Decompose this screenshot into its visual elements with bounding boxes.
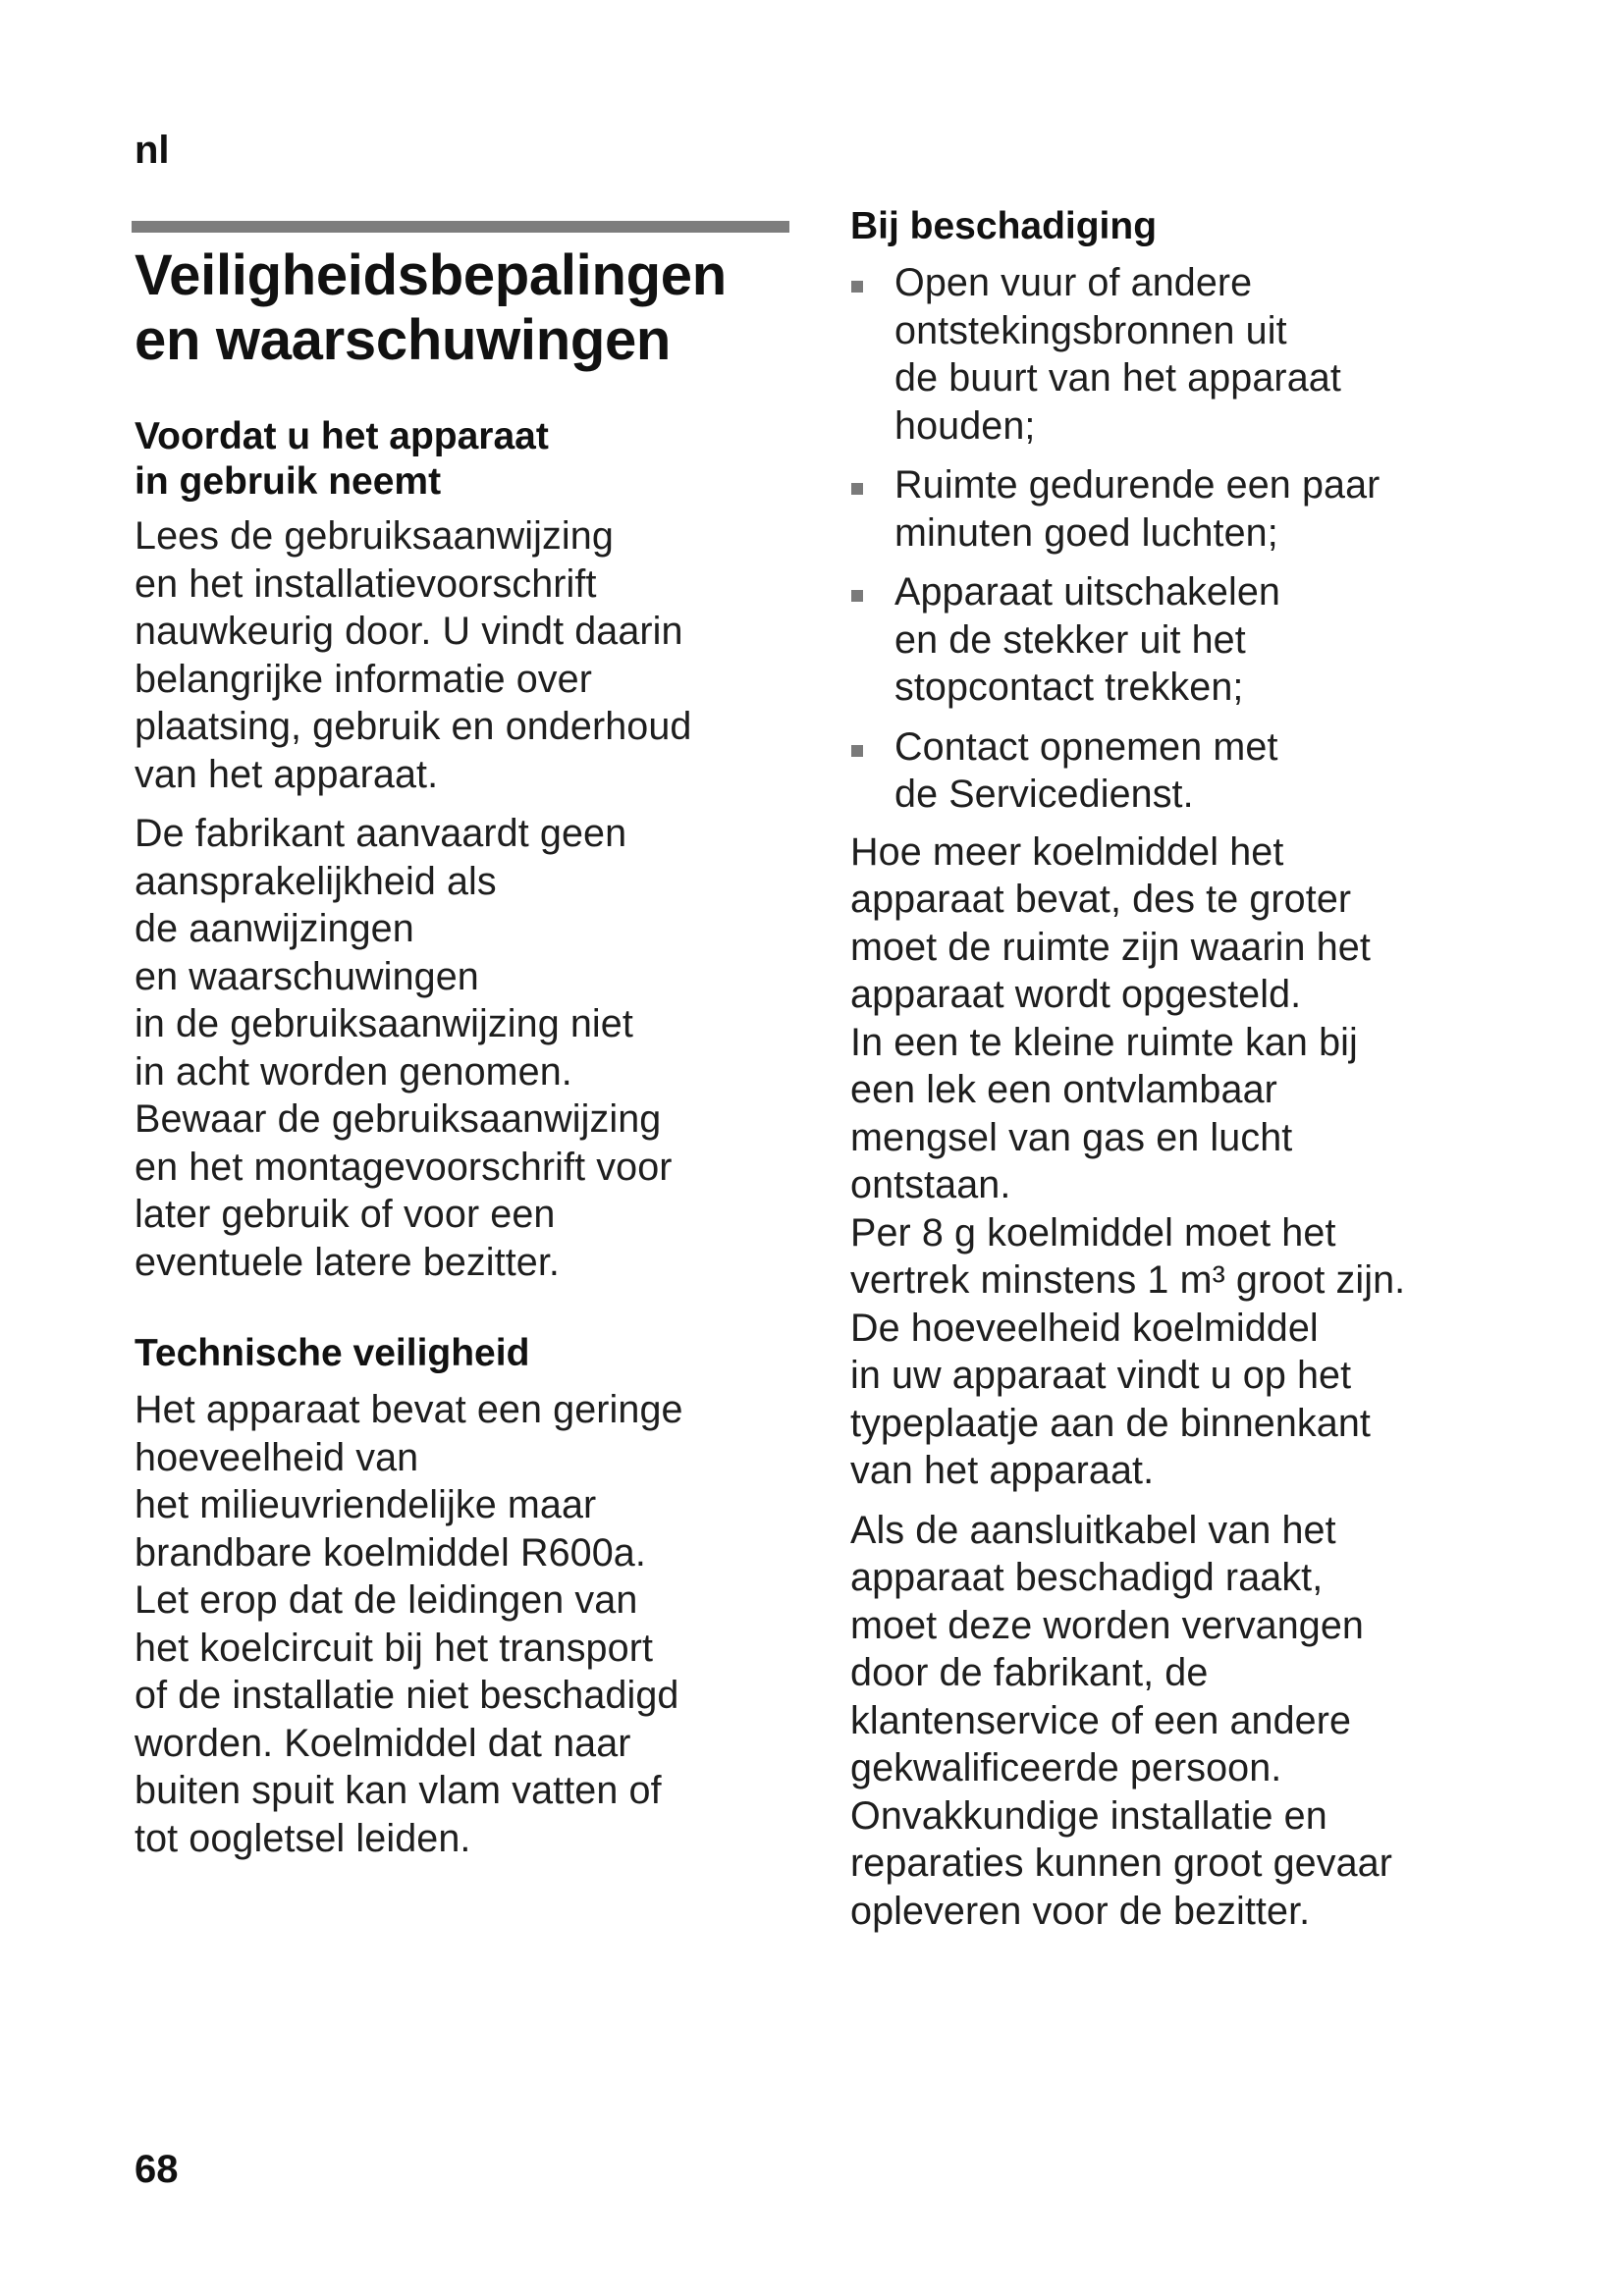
list-item bbox=[850, 461, 1518, 557]
text-line: apparaat bevat, des te groter bbox=[850, 878, 1352, 921]
text-line: vertrek minstens 1 m³ groot zijn. bbox=[850, 1258, 1406, 1302]
title-line: en waarschuwingen bbox=[135, 308, 672, 372]
text-line: gekwalificeerde persoon. bbox=[850, 1746, 1282, 1789]
text-line: Lees de gebruiksaanwijzing bbox=[135, 514, 614, 558]
text-line: mengsel van gas en lucht bbox=[850, 1115, 1293, 1159]
text-line: De fabrikant aanvaardt geen bbox=[135, 812, 627, 855]
text-line: houden; bbox=[894, 403, 1036, 448]
text-line: belangrijke informatie over bbox=[135, 657, 592, 701]
paragraph-read-instructions bbox=[135, 512, 792, 798]
text-line: De hoeveelheid koelmiddel bbox=[850, 1306, 1319, 1350]
square-bullet-icon bbox=[851, 483, 863, 495]
damage-steps-list bbox=[850, 259, 1518, 819]
text-line: ontstaan. bbox=[850, 1163, 1011, 1206]
square-bullet-icon bbox=[851, 590, 863, 602]
language-code: nl bbox=[135, 129, 170, 172]
text-line: nauwkeurig door. U vindt daarin bbox=[135, 610, 683, 653]
heading-line: in gebruik neemt bbox=[135, 460, 442, 503]
text-line: Onvakkundige installatie en bbox=[850, 1793, 1327, 1838]
text-line: moet de ruimte zijn waarin het bbox=[850, 925, 1371, 969]
text-line: reparaties kunnen groot gevaar bbox=[850, 1842, 1392, 1885]
title-line: Veiligheidsbepalingen bbox=[135, 243, 727, 307]
text-line: een lek een ontvlambaar bbox=[850, 1068, 1277, 1111]
text-line: de buurt van het apparaat bbox=[894, 356, 1341, 400]
text-line: typeplaatje aan de binnenkant bbox=[850, 1401, 1371, 1445]
text-line: Per 8 g koelmiddel moet het bbox=[850, 1210, 1336, 1255]
text-line: van het apparaat. bbox=[135, 752, 439, 796]
text-line: Als de aansluitkabel van het bbox=[850, 1508, 1336, 1552]
list-item bbox=[850, 259, 1518, 450]
text-line: de Servicedienst. bbox=[894, 773, 1194, 816]
text-line: de aanwijzingen bbox=[135, 907, 414, 950]
section-heading-damage: Bij beschadiging bbox=[850, 205, 1158, 247]
text-line: Open vuur of andere bbox=[894, 261, 1253, 304]
text-line: plaatsing, gebruik en onderhoud bbox=[135, 705, 692, 748]
text-line: stopcontact trekken; bbox=[894, 666, 1244, 709]
text-line: en het installatievoorschrift bbox=[135, 561, 597, 606]
left-column bbox=[135, 243, 792, 1862]
text-line: en de stekker uit het bbox=[894, 617, 1246, 662]
section-heading-before-use bbox=[135, 414, 792, 505]
page-title bbox=[135, 243, 792, 373]
text-line: hoeveelheid van bbox=[135, 1435, 419, 1479]
square-bullet-icon bbox=[851, 745, 863, 757]
text-line: het milieuvriendelijke maar bbox=[135, 1483, 597, 1526]
text-line: Bewaar de gebruiksaanwijzing bbox=[135, 1097, 662, 1141]
page-number: 68 bbox=[135, 2148, 179, 2191]
text-line: in acht worden genomen. bbox=[135, 1049, 572, 1094]
text-line: Hoe meer koelmiddel het bbox=[850, 829, 1284, 874]
text-line: moet deze worden vervangen bbox=[850, 1603, 1365, 1647]
text-line: apparaat wordt opgesteld. bbox=[850, 973, 1302, 1016]
text-line: klantenservice of een andere bbox=[850, 1698, 1352, 1742]
text-line: en het montagevoorschrift voor bbox=[135, 1145, 673, 1189]
text-line: worden. Koelmiddel dat naar bbox=[135, 1721, 631, 1765]
text-line: Ruimte gedurende een paar bbox=[894, 463, 1380, 507]
text-line: Apparaat uitschakelen bbox=[894, 570, 1280, 614]
text-line: later gebruik of voor een bbox=[135, 1193, 556, 1236]
text-line: of de installatie niet beschadigd bbox=[135, 1674, 679, 1717]
section-heading-technical-safety: Technische veiligheid bbox=[135, 1332, 530, 1374]
text-line: eventuele latere bezitter. bbox=[135, 1240, 560, 1284]
section-divider-bar bbox=[132, 221, 789, 233]
paragraph-room-size bbox=[850, 828, 1518, 1495]
right-column bbox=[850, 204, 1518, 1935]
text-line: tot oogletsel leiden. bbox=[135, 1816, 471, 1860]
text-line: buiten spuit kan vlam vatten of bbox=[135, 1769, 662, 1812]
square-bullet-icon bbox=[851, 281, 863, 293]
text-line: minuten goed luchten; bbox=[894, 510, 1278, 555]
paragraph-liability bbox=[135, 810, 792, 1286]
text-line: Contact opnemen met bbox=[894, 724, 1278, 769]
text-line: ontstekingsbronnen uit bbox=[894, 308, 1287, 352]
list-item bbox=[850, 723, 1518, 819]
text-line: brandbare koelmiddel R600a. bbox=[135, 1530, 646, 1575]
text-line: van het apparaat. bbox=[850, 1449, 1155, 1492]
heading-line: Voordat u het apparaat bbox=[135, 415, 549, 457]
text-line: en waarschuwingen bbox=[135, 954, 479, 998]
text-line: in de gebruiksaanwijzing niet bbox=[135, 1002, 633, 1045]
text-line: Let erop dat de leidingen van bbox=[135, 1578, 638, 1622]
text-line: opleveren voor de bezitter. bbox=[850, 1889, 1311, 1933]
text-line: het koelcircuit bij het transport bbox=[135, 1626, 654, 1670]
paragraph-refrigerant bbox=[135, 1386, 792, 1862]
text-line: Het apparaat bevat een geringe bbox=[135, 1388, 683, 1431]
text-line: In een te kleine ruimte kan bij bbox=[850, 1020, 1358, 1064]
text-line: apparaat beschadigd raakt, bbox=[850, 1556, 1324, 1599]
text-line: in uw apparaat vindt u op het bbox=[850, 1354, 1352, 1397]
paragraph-power-cable bbox=[850, 1507, 1518, 1936]
list-item bbox=[850, 568, 1518, 712]
text-line: aansprakelijkheid als bbox=[135, 859, 497, 903]
text-line: door de fabrikant, de bbox=[850, 1651, 1209, 1694]
